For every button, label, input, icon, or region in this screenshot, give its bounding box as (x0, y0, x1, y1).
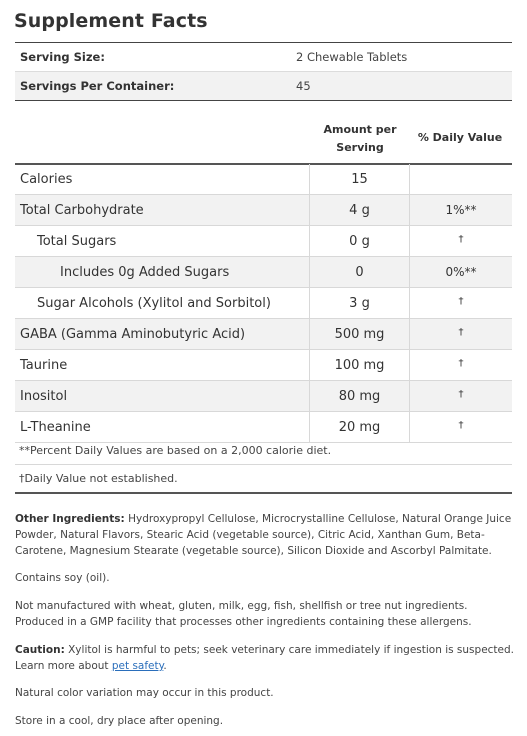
nutrient-name: Includes 0g Added Sugars (15, 257, 310, 287)
serving-size-label: Serving Size: (20, 50, 105, 64)
caution-end: . (163, 660, 167, 672)
dv-not-established-footnote: †Daily Value not established. (19, 472, 178, 485)
facts-table-header (15, 117, 512, 165)
nutrient-amount: 4 g (310, 195, 410, 225)
other-ingredients (15, 511, 515, 559)
contains-statement: Contains soy (oil). (15, 572, 110, 584)
caution-statement (15, 642, 515, 674)
amount-header-line2: Serving (336, 141, 384, 154)
nutrient-name: Taurine (15, 350, 310, 380)
nutrient-daily-value: † (458, 327, 464, 338)
table-row (15, 195, 512, 226)
table-row (15, 226, 512, 257)
storage-note: Store in a cool, dry place after opening. (15, 715, 224, 727)
nutrient-name: GABA (Gamma Aminobutyric Acid) (15, 319, 310, 349)
nutrient-daily-value: † (458, 296, 464, 307)
nutrient-daily-value: † (458, 234, 464, 245)
percent-dv-footnote: **Percent Daily Values are based on a 2,000 calorie diet. (15, 437, 512, 465)
nutrient-amount: 20 mg (310, 412, 410, 442)
nutrient-name: Calories (15, 164, 310, 194)
name-column-header (15, 117, 310, 163)
color-variation-note: Natural color variation may occur in this product. (15, 687, 274, 699)
nutrient-name: Total Carbohydrate (15, 195, 310, 225)
nutrient-daily-value: † (458, 420, 464, 431)
table-row (15, 164, 512, 195)
serving-size-value: 2 Chewable Tablets (296, 50, 408, 64)
other-ingredients-text: Hydroxypropyl Cellulose, Microcrystalline Cellulose, Natural Orange Juice Powder, Natural Flavors, Stearic Acid (vegetable source), Citric Acid, Xanthan Gum, Beta-Carotene, Magnesium Stearate (vegetable source), Silicon Dioxide and Ascorbyl Palmitate. (15, 513, 512, 557)
table-row (15, 257, 512, 288)
facts-footnotes (15, 437, 512, 494)
nutrient-amount: 80 mg (310, 381, 410, 411)
daily-value-column-header: % Daily Value (417, 131, 503, 144)
serving-size-row (15, 43, 512, 72)
nutrient-name: Inositol (15, 381, 310, 411)
nutrient-name: Total Sugars (15, 226, 310, 256)
servings-per-container-row (15, 72, 512, 100)
amount-header-line1: Amount per (323, 123, 397, 136)
nutrient-amount: 0 g (310, 226, 410, 256)
nutrient-name: L-Theanine (15, 412, 310, 442)
page-title: Supplement Facts (14, 10, 208, 32)
nutrient-daily-value: 1%** (445, 203, 477, 217)
table-row (15, 381, 512, 412)
nutrient-amount: 500 mg (310, 319, 410, 349)
pet-safety-link[interactable]: pet safety (111, 660, 164, 672)
nutrient-amount: 0 (310, 257, 410, 287)
facts-table (15, 164, 512, 443)
nutrient-amount: 15 (310, 164, 410, 194)
nutrient-name: Sugar Alcohols (Xylitol and Sorbitol) (15, 288, 310, 318)
allergen-statement: Not manufactured with wheat, gluten, milk, egg, fish, shellfish or tree nut ingredients. Produced in a GMP facility that processes other ingredients containing these allergens. (15, 600, 472, 628)
servings-per-container-label: Servings Per Container: (20, 79, 175, 93)
caution-label: Caution: (15, 644, 65, 656)
nutrient-daily-value (410, 164, 512, 194)
table-row (15, 319, 512, 350)
nutrient-daily-value: † (458, 389, 464, 400)
nutrient-daily-value: † (458, 358, 464, 369)
table-row (15, 288, 512, 319)
nutrient-amount: 3 g (310, 288, 410, 318)
serving-info-table (15, 42, 512, 101)
amount-column-header (310, 117, 410, 163)
nutrient-daily-value: 0%** (445, 265, 477, 279)
nutrient-amount: 100 mg (310, 350, 410, 380)
servings-per-container-value: 45 (296, 79, 311, 93)
caution-text: Xylitol is harmful to pets; seek veterinary care immediately if ingestion is suspected. Learn more about (15, 644, 515, 672)
other-ingredients-label: Other Ingredients: (15, 513, 125, 525)
table-row (15, 350, 512, 381)
